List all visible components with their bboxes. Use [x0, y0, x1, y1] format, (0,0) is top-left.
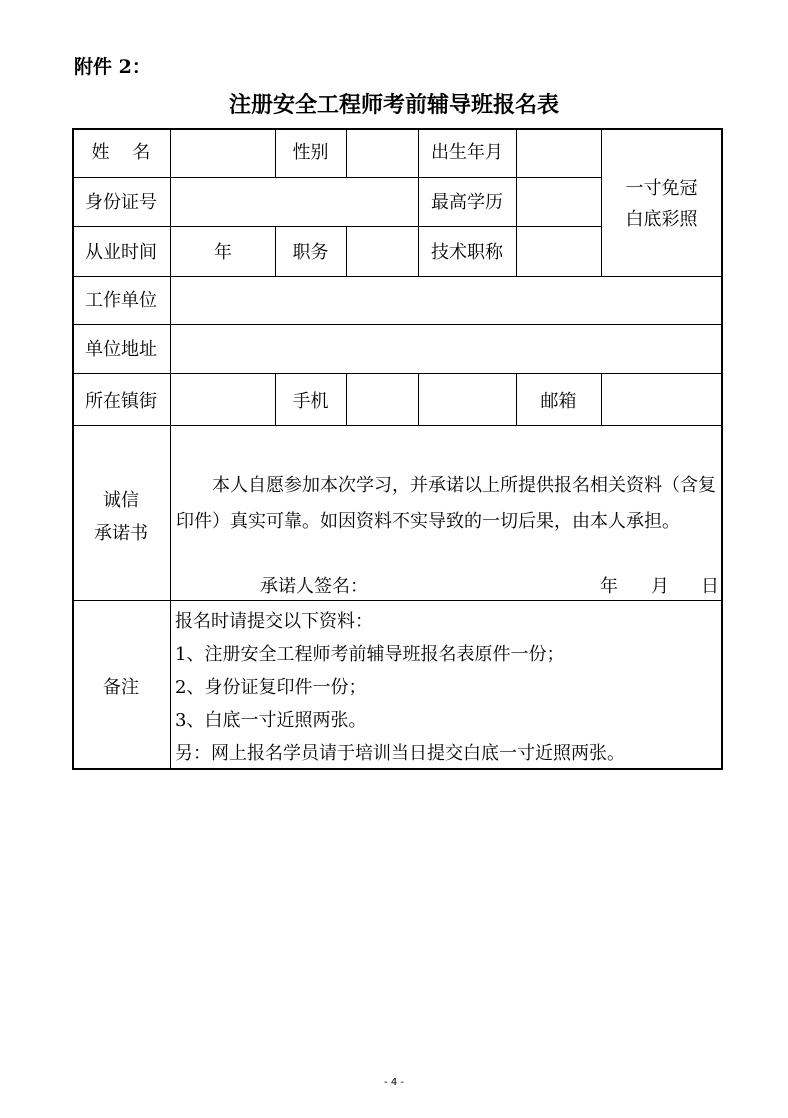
border-left [72, 128, 74, 770]
phone-field[interactable] [347, 374, 516, 425]
photo-label-line2: 白底彩照 [625, 209, 698, 230]
birth-field[interactable] [517, 129, 601, 177]
town-label: 所在镇街 [85, 391, 157, 412]
line-row1-label [72, 177, 170, 178]
education-field[interactable] [517, 178, 601, 226]
email-field[interactable] [602, 374, 721, 425]
line-col6 [601, 128, 602, 276]
id-label: 身份证号 [85, 192, 157, 213]
notes-line: 另：网上报名学员请于培训当日提交白底一寸近照两张。 [175, 743, 625, 764]
town-field[interactable] [171, 374, 275, 425]
attachment-label: 附件 2： [74, 56, 151, 78]
notes-line: 2、身份证复印件一份； [175, 677, 367, 698]
notes-line: 3、白底一寸近照两张。 [175, 710, 367, 731]
name-label: 姓 名 [91, 142, 151, 163]
phone-label: 手机 [292, 391, 329, 412]
notes-label: 备注 [103, 677, 139, 698]
birth-label: 出生年月 [431, 142, 503, 163]
pledge-label-line1: 诚信 [103, 490, 139, 511]
signature-label[interactable]: 承诺人签名： [260, 576, 368, 597]
education-label: 最高学历 [431, 192, 503, 213]
form-title: 注册安全工程师考前辅导班报名表 [228, 92, 559, 118]
notes-line: 报名时请提交以下资料： [175, 611, 373, 632]
date-month: 月 [651, 576, 669, 597]
employer-field[interactable] [171, 277, 721, 324]
address-field[interactable] [171, 325, 721, 373]
line-row2-label [72, 226, 170, 227]
tech-title-label: 技术职称 [431, 242, 503, 263]
notes-list [175, 605, 625, 770]
date-year: 年 [600, 576, 618, 597]
pledge-label-line2: 承诺书 [94, 523, 148, 544]
notes-line: 1、注册安全工程师考前辅导班报名表原件一份； [175, 644, 565, 665]
work-years-unit: 年 [214, 242, 232, 263]
border-right [721, 128, 723, 770]
address-label: 单位地址 [85, 339, 157, 360]
name-field[interactable] [171, 129, 275, 177]
registration-form [72, 128, 723, 770]
pledge-text: 本人自愿参加本次学习，并承诺以上所提供报名相关资料（含复印件）真实可靠。如因资料不实导致的一切后果，由本人承担。 [176, 475, 716, 532]
page-number: - 4 - [384, 1077, 404, 1088]
gender-field[interactable] [347, 129, 418, 177]
position-label: 职务 [292, 242, 329, 263]
tech-title-field[interactable] [517, 227, 601, 276]
date-day: 日 [701, 576, 719, 597]
photo-label-line1: 一寸免冠 [625, 178, 698, 199]
email-label: 邮箱 [540, 391, 577, 412]
position-field[interactable] [347, 227, 418, 276]
employer-label: 工作单位 [85, 290, 157, 311]
id-field[interactable] [171, 178, 418, 226]
work-years-label: 从业时间 [85, 242, 157, 263]
gender-label: 性别 [292, 142, 329, 163]
